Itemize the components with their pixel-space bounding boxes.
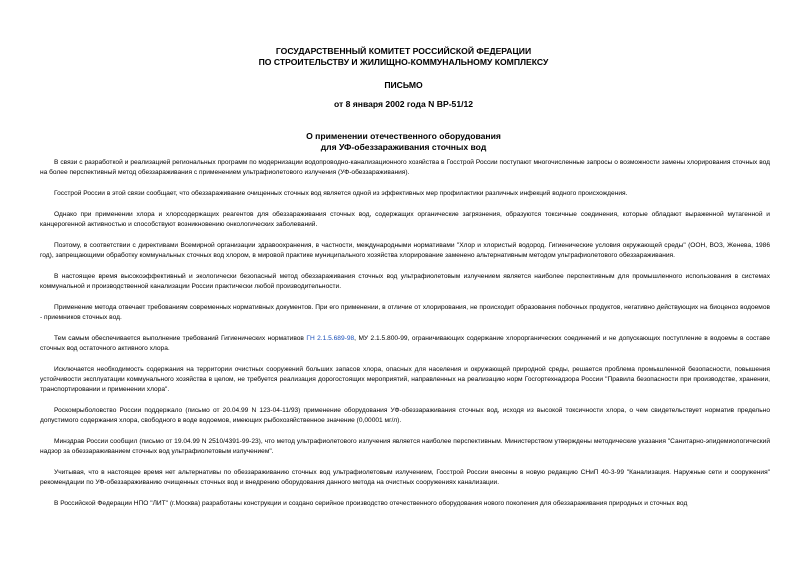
paragraph-1: В связи с разработкой и реализацией региональных программ по модернизации водопроводно-канализационного хозяйства в Госстрой России поступают многочисленные запросы о возможности замены хлорирования сточных вод на более перспективный метод обеззараживания с применением ультрафиолетового излучения (УФ-обеззараживания). [40, 159, 770, 177]
paragraph-7 [40, 334, 770, 355]
hygiene-norm-link[interactable]: ГН 2.1.5.689-98 [306, 334, 355, 342]
paragraph-9: Роскомрыболовство России поддержало (письмо от 20.04.99 N 123-04-11/93) применение оборудования УФ-обеззараживания сточных вод, исходя из высокой токсичности хлора, о чем свидетельствует норматив предельно допустимого содержания хлора, свободного в воде водоемов, имеющих рыбохозяйственное значение (0,00001 мг/л). [40, 407, 770, 425]
paragraph-11: Учитывая, что в настоящее время нет альтернативы по обеззараживанию сточных вод ультрафиолетовым излучением, Госстрой России внесены в новую редакцию СНиП 40-3-99 "Канализация. Наружные сети и сооружения" рекомендации по УФ-обеззараживанию очищенных сточных вод и внедрению оборудования данного метода на очистных сооружениях канализации. [40, 469, 770, 487]
paragraph-3: Однако при применении хлора и хлорсодержащих реагентов для обеззараживания сточных вод, содержащих органические загрязнения, образуются токсичные соединения, которые обладают выраженной мутагенной и канцерогенной активностью и способствуют возникновению онкологических заболеваний. [40, 210, 770, 228]
document-subject [0, 131, 807, 153]
document-date-number: от 8 января 2002 года N ВР-51/12 [333, 99, 474, 109]
paragraph-12: В Российской Федерации НПО "ЛИТ" (г.Москва) разработаны конструкции и создано серийное производство отечественного оборудования нового поколения для обеззараживания природных и сточных вод [54, 500, 688, 507]
issuing-organization [0, 46, 807, 68]
subject-line-1: О применении отечественного оборудования [306, 131, 501, 141]
paragraph-10: Минздрав России сообщил (письмо от 19.04.99 N 2510/4391-99-23), что метод ультрафиолетового излучения является наиболее перспективным. Министерством утверждены методические указания "Санитарно-эпидемиологический надзор за обеззараживанием сточных вод ультрафиолетовым излучением". [40, 438, 770, 456]
org-line-1: ГОСУДАРСТВЕННЫЙ КОМИТЕТ РОССИЙСКОЙ ФЕДЕРАЦИИ [275, 46, 532, 56]
paragraph-4: Поэтому, в соответствии с директивами Всемирной организации здравоохранения, в частности, международными нормативами "Хлор и хлористый водород. Гигиенические условия окружающей среды" (ООН, ВОЗ, Женева, 1986 год), запрещающими обработку коммунальных сточных вод хлором, в мировой практике муниципального хозяйства хлорирование заменено альтернативным методом ультрафиолетового обеззараживания. [40, 241, 770, 259]
paragraph-5: В настоящее время высокоэффективный и экологически безопасный метод обеззараживания сточных вод ультрафиолетовым излучением является наиболее перспективным для промышленного использования в системах коммунальной и производственной канализации России практически любой производительности. [40, 272, 770, 290]
document-type: ПИСЬМО [384, 80, 423, 90]
paragraph-2: Госстрой России в этой связи сообщает, что обеззараживание очищенных сточных вод является одной из эффективных мер профилактики различных инфекций водного происхождения. [54, 190, 628, 197]
paragraph-7-text-end: , МУ 2.1.5.800-99, ограничивающих содержание хлорорганических соединений и не допускающих поступление в водоемы в составе сточных вод остаточного активного хлора. [40, 334, 770, 352]
paragraph-7-text-start: Тем самым обеспечивается выполнение требований Гигиенических нормативов [54, 334, 307, 342]
subject-line-2: для УФ-обеззараживания сточных вод [320, 142, 487, 152]
paragraph-8: Исключается необходимость содержания на территории очистных сооружений больших запасов хлора, опасных для населения и окружающей природной среды, решается проблема промышленной безопасности, повышения устойчивости эксплуатации коммунального хозяйства в целом, не требуется реализация дорогостоящих мероприятий, направленных на реализацию норм Госгортехнадзора России "Правила безопасности при производстве, хранении, транспортировании и применении хлора". [40, 365, 770, 394]
org-line-2: ПО СТРОИТЕЛЬСТВУ И ЖИЛИЩНО-КОММУНАЛЬНОМУ КОМПЛЕКСУ [258, 57, 549, 67]
document-body [40, 158, 770, 520]
paragraph-6: Применение метода отвечает требованиям современных нормативных документов. При его применении, в отличие от хлорирования, не происходит образования побочных продуктов, негативно действующих на биоценоз водоемов - приемников сточных вод. [40, 303, 770, 321]
